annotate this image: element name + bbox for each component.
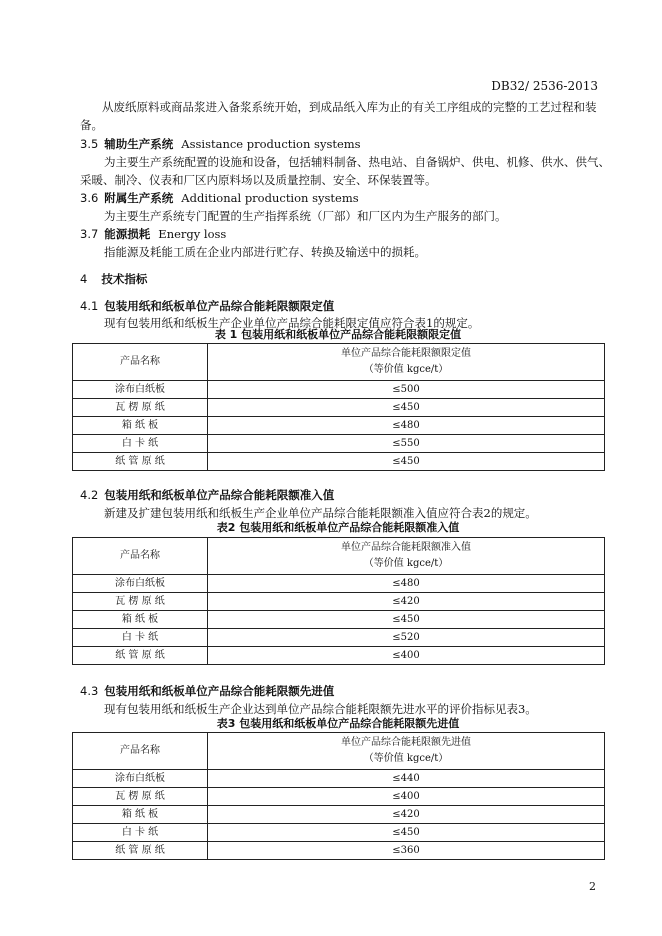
- product-name: 瓦 楞 原 纸: [73, 788, 208, 806]
- section-number: 3.6: [80, 191, 99, 205]
- table-2: [72, 537, 605, 665]
- table-1: [72, 343, 605, 471]
- section-3-7-heading: [80, 225, 226, 243]
- section-title: 能源损耗: [104, 227, 151, 241]
- product-name: 纸 管 原 纸: [73, 647, 208, 665]
- product-name: 白 卡 纸: [73, 629, 208, 647]
- table-header-row: [73, 733, 605, 770]
- product-name: 箱 纸 板: [73, 806, 208, 824]
- limit-value: ≤450: [208, 453, 605, 471]
- page-number: 2: [589, 880, 596, 893]
- limit-value: ≤450: [208, 399, 605, 417]
- intro-line-1: 从废纸原料或商品浆进入备浆系统开始，到成品纸入库为止的有关工序组成的完整的工艺过程和装: [102, 100, 597, 114]
- product-name-header: 产品名称: [73, 344, 208, 381]
- product-name: 纸 管 原 纸: [73, 453, 208, 471]
- limit-value: ≤400: [208, 788, 605, 806]
- intro-paragraph: [80, 98, 605, 116]
- section-3-5-heading: [80, 135, 361, 153]
- section-4-2-heading: [80, 486, 342, 504]
- table-2-caption: 表2 包装用纸和纸板单位产品综合能耗限额准入值: [216, 521, 460, 534]
- section-3-6-body: 为主要生产系统专门配置的生产指挥系统（厂部）和厂区内为生产服务的部门。: [104, 209, 507, 223]
- section-number: 4: [80, 272, 88, 286]
- value-header-line-2: （等价值 kgce/t）: [363, 364, 449, 375]
- section-title-en: Assistance production systems: [181, 137, 361, 151]
- product-name: 白 卡 纸: [73, 435, 208, 453]
- section-title: 附属生产系统: [104, 191, 174, 205]
- product-name: 瓦 楞 原 纸: [73, 399, 208, 417]
- table-row: [73, 399, 605, 417]
- document-id: DB32/ 2536-2013: [491, 79, 598, 93]
- section-4-2-body: 新建及扩建包装用纸和纸板生产企业单位产品综合能耗限额准入值应符合表2的规定。: [104, 506, 537, 520]
- section-number: 4.1: [80, 299, 99, 313]
- table-row: [73, 788, 605, 806]
- table-row: [73, 806, 605, 824]
- section-title: 包装用纸和纸板单位产品综合能耗限额限定值: [104, 299, 335, 313]
- limit-value: ≤440: [208, 770, 605, 788]
- table-row: [73, 647, 605, 665]
- value-header-line-1: 单位产品综合能耗限额先进值: [341, 737, 471, 748]
- intro-line-2: 备。: [80, 118, 103, 132]
- product-name-header: 产品名称: [73, 733, 208, 770]
- section-4-1-heading: [80, 297, 342, 315]
- table-3-caption: 表3 包装用纸和纸板单位产品综合能耗限额先进值: [216, 717, 460, 730]
- section-3-5-body-line-2: 采暖、制冷、仪表和厂区内原料场以及质量控制、安全、环保装置等。: [80, 173, 437, 187]
- limit-value: ≤450: [208, 824, 605, 842]
- table-row: [73, 611, 605, 629]
- product-name: 白 卡 纸: [73, 824, 208, 842]
- product-name: 纸 管 原 纸: [73, 842, 208, 860]
- table-header-row: [73, 538, 605, 575]
- limit-value: ≤360: [208, 842, 605, 860]
- product-name: 涂布白纸板: [73, 770, 208, 788]
- limit-value: ≤420: [208, 806, 605, 824]
- table-3: [72, 732, 605, 860]
- value-header: [208, 344, 605, 381]
- table-header-row: [73, 344, 605, 381]
- limit-value: ≤480: [208, 417, 605, 435]
- value-header-line-2: （等价值 kgce/t）: [363, 558, 449, 569]
- section-number: 3.5: [80, 137, 99, 151]
- value-header-line-1: 单位产品综合能耗限额限定值: [341, 348, 471, 359]
- section-title: 包装用纸和纸板单位产品综合能耗限额先进值: [104, 684, 335, 698]
- product-name: 瓦 楞 原 纸: [73, 593, 208, 611]
- product-name: 涂布白纸板: [73, 575, 208, 593]
- table-row: [73, 770, 605, 788]
- product-name: 箱 纸 板: [73, 611, 208, 629]
- intro-paragraph-end: [80, 116, 605, 134]
- table-row: [73, 435, 605, 453]
- section-title-en: Additional production systems: [181, 191, 359, 205]
- table-row: [73, 629, 605, 647]
- product-name-header: 产品名称: [73, 538, 208, 575]
- table-row: [73, 453, 605, 471]
- value-header: [208, 538, 605, 575]
- limit-value: ≤520: [208, 629, 605, 647]
- limit-value: ≤500: [208, 381, 605, 399]
- section-4-3-body: 现有包装用纸和纸板生产企业达到单位产品综合能耗限额先进水平的评价指标见表3。: [104, 702, 537, 716]
- value-header: [208, 733, 605, 770]
- table-row: [73, 842, 605, 860]
- section-3-7-body: 指能源及耗能工质在企业内部进行贮存、转换及输送中的损耗。: [104, 245, 426, 259]
- limit-value: ≤550: [208, 435, 605, 453]
- section-number: 4.3: [80, 684, 99, 698]
- value-header-line-2: （等价值 kgce/t）: [363, 753, 449, 764]
- table-1-caption: 表 1 包装用纸和纸板单位产品综合能耗限额限定值: [214, 328, 462, 341]
- product-name: 涂布白纸板: [73, 381, 208, 399]
- limit-value: ≤400: [208, 647, 605, 665]
- limit-value: ≤480: [208, 575, 605, 593]
- value-header-line-1: 单位产品综合能耗限额准入值: [341, 542, 471, 553]
- section-3-5-body-line-1: 为主要生产系统配置的设施和设备，包括辅料制备、热电站、自备锅炉、供电、机修、供水、供气、: [104, 155, 610, 169]
- section-title: 技术指标: [101, 272, 148, 286]
- table-row: [73, 381, 605, 399]
- section-4-heading: [80, 270, 155, 288]
- section-number: 4.2: [80, 488, 99, 502]
- product-name: 箱 纸 板: [73, 417, 208, 435]
- section-title: 包装用纸和纸板单位产品综合能耗限额准入值: [104, 488, 335, 502]
- section-number: 3.7: [80, 227, 99, 241]
- section-4-1-body: 现有包装用纸和纸板生产企业单位产品综合能耗限定值应符合表1的规定。: [104, 316, 480, 330]
- section-4-3-heading: [80, 682, 342, 700]
- section-title-en: Energy loss: [158, 227, 227, 241]
- limit-value: ≤420: [208, 593, 605, 611]
- limit-value: ≤450: [208, 611, 605, 629]
- section-3-6-heading: [80, 189, 359, 207]
- table-row: [73, 575, 605, 593]
- section-title: 辅助生产系统: [104, 137, 174, 151]
- table-row: [73, 593, 605, 611]
- table-row: [73, 824, 605, 842]
- table-row: [73, 417, 605, 435]
